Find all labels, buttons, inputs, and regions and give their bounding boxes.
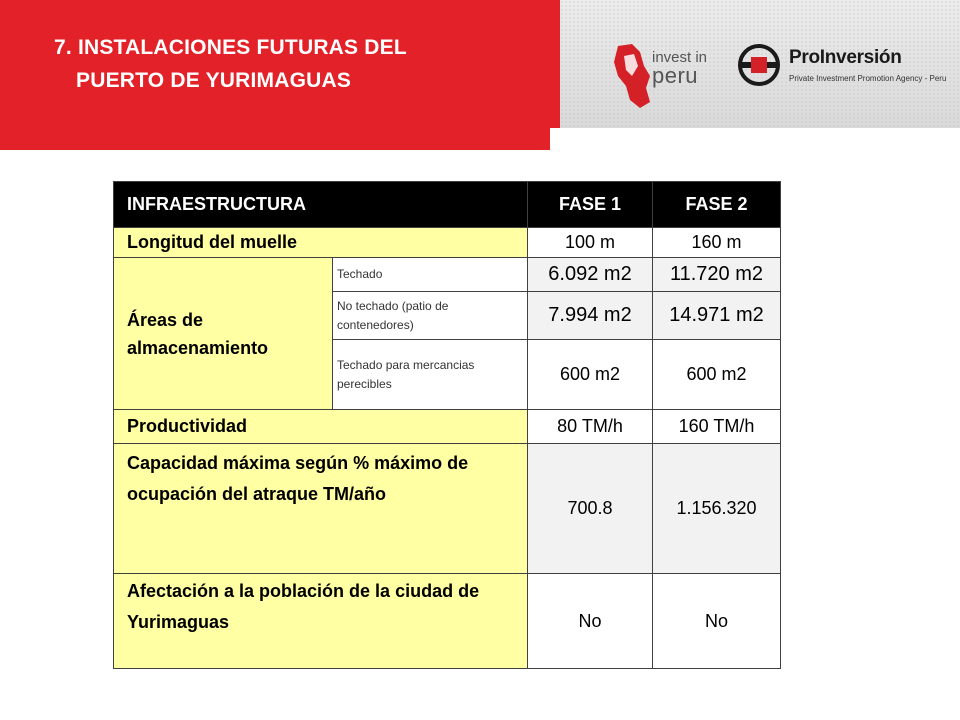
- cell-perecibles-f1: 600 m2: [528, 340, 653, 410]
- cell-perecibles-f2: 600 m2: [653, 340, 781, 410]
- cell-muelle-f2: 160 m: [653, 228, 781, 258]
- invest-in-peru-logo: [652, 50, 707, 87]
- row-label-afectacion: Afectación a la población de la ciudad de Yurimaguas: [114, 574, 528, 669]
- table-row: [114, 410, 781, 444]
- infrastructure-table: [113, 181, 781, 669]
- cell-capacidad-f1: 700.8: [528, 444, 653, 574]
- peru-text: peru: [652, 63, 699, 88]
- cell-capacidad-f2: 1.156.320: [653, 444, 781, 574]
- cell-muelle-f1: 100 m: [528, 228, 653, 258]
- sub-label-perecibles: Techado para mercancias perecibles: [333, 340, 528, 410]
- table-row: [114, 574, 781, 669]
- proinversion-name: ProInversión: [789, 47, 902, 68]
- proinversion-logo-icon: [737, 43, 781, 87]
- table-header-row: [114, 182, 781, 228]
- title-line-2: PUERTO DE YURIMAGUAS: [76, 69, 352, 92]
- cell-no-techado-f1: 7.994 m2: [528, 292, 653, 340]
- invest-in-text: invest in: [652, 49, 708, 66]
- row-label-productividad: Productividad: [114, 410, 528, 444]
- proinversion-tagline: Private Investment Promotion Agency - Peru: [789, 74, 947, 83]
- title-line-1: 7. INSTALACIONES FUTURAS DEL: [54, 36, 407, 59]
- header-fase-1: FASE 1: [528, 182, 653, 228]
- cell-productividad-f1: 80 TM/h: [528, 410, 653, 444]
- header-infraestructura: INFRAESTRUCTURA: [114, 182, 528, 228]
- table-row: [114, 258, 781, 292]
- cell-productividad-f2: 160 TM/h: [653, 410, 781, 444]
- row-label-areas: Áreas de almacenamiento: [114, 258, 333, 410]
- sub-label-no-techado: No techado (patio de contenedores): [333, 292, 528, 340]
- cell-techado-f1: 6.092 m2: [528, 258, 653, 292]
- cell-techado-f2: 11.720 m2: [653, 258, 781, 292]
- sub-label-techado: Techado: [333, 258, 528, 292]
- row-label-capacidad: Capacidad máxima según % máximo de ocupación del atraque TM/año: [114, 444, 528, 574]
- header-fase-2: FASE 2: [653, 182, 781, 228]
- page-title: [54, 31, 407, 97]
- cell-afectacion-f1: No: [528, 574, 653, 669]
- cell-afectacion-f2: No: [653, 574, 781, 669]
- table-row: [114, 228, 781, 258]
- table-row: [114, 444, 781, 574]
- cell-no-techado-f2: 14.971 m2: [653, 292, 781, 340]
- row-label-muelle: Longitud del muelle: [114, 228, 528, 258]
